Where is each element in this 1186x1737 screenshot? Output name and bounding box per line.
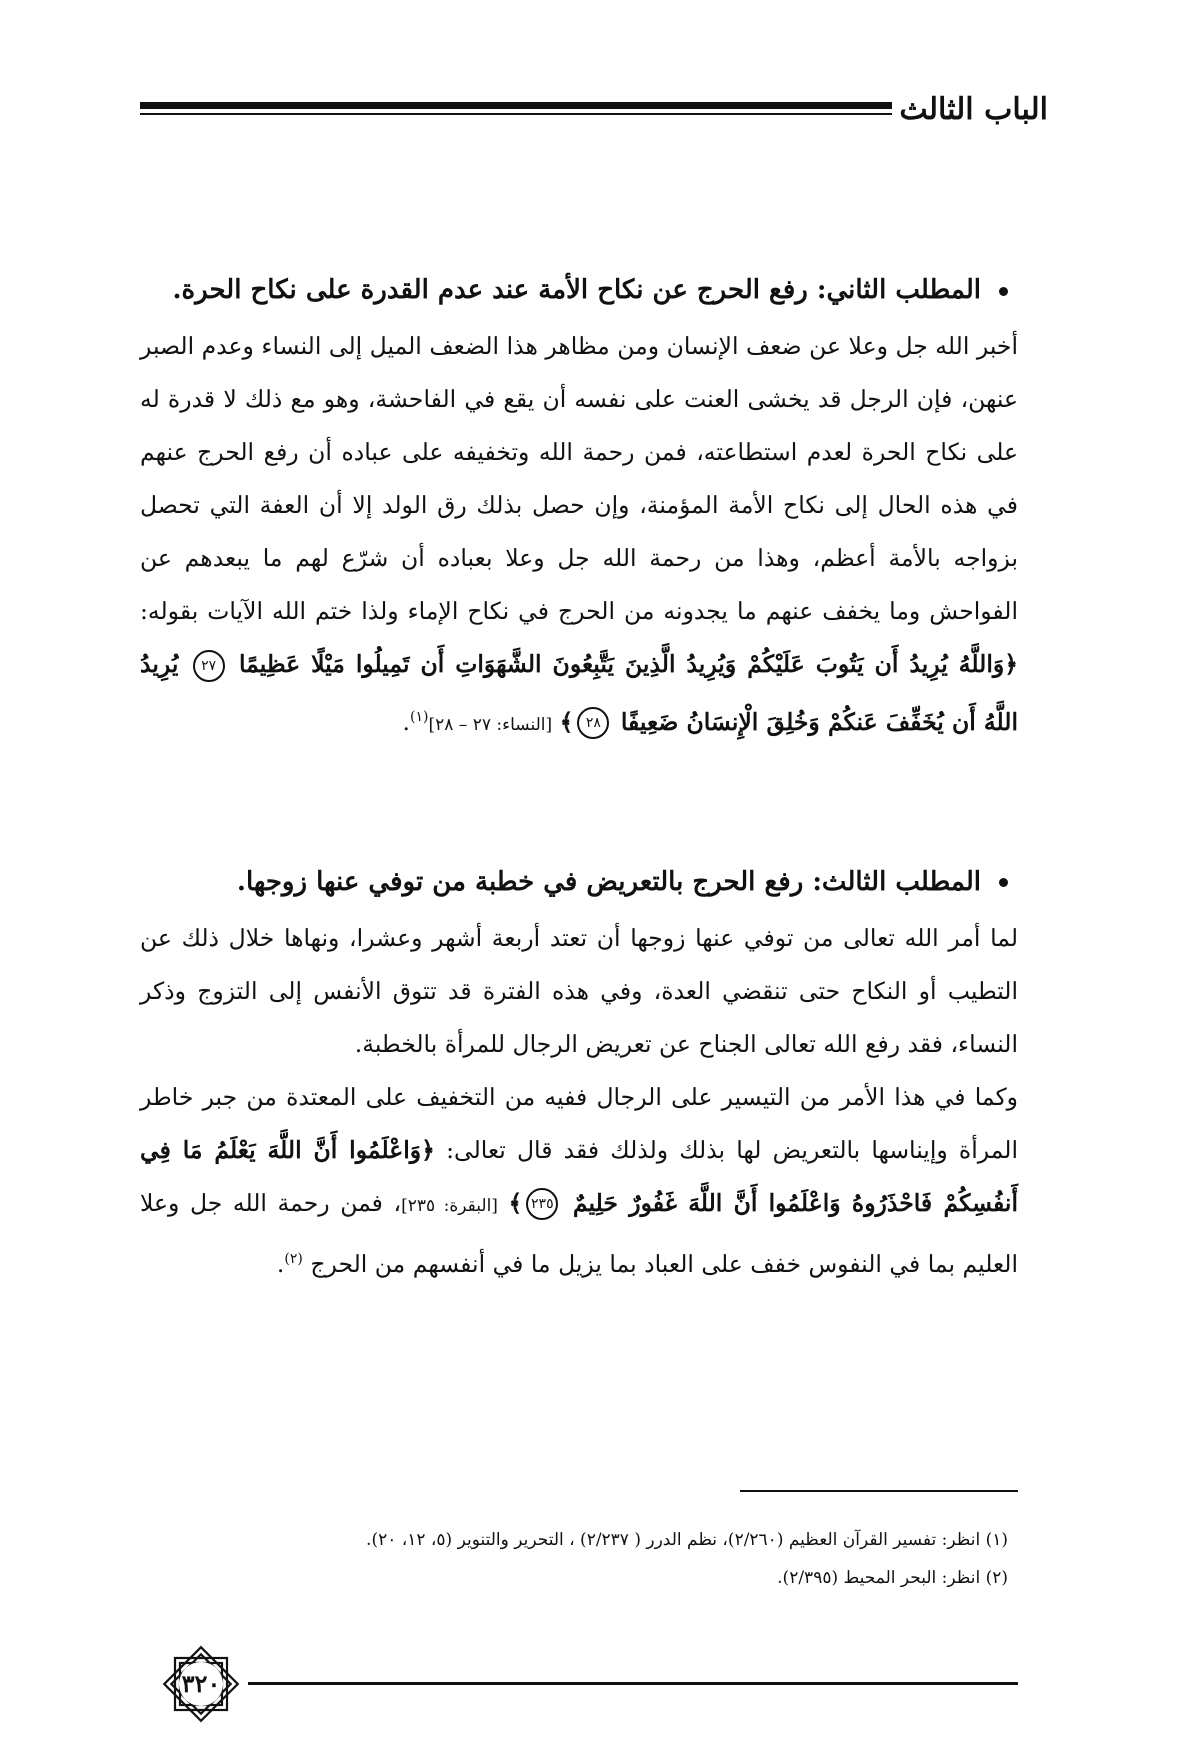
footnote-mark: (٢) [284,1250,303,1267]
header-rule-thin [140,113,892,115]
section2-paragraph-2: وكما في هذا الأمر من التيسير على الرجال ففيه من التخفيف على المعتدة من جبر خاطر المرأة وإيناسها بالتعريض لها بذلك ولذلك فقد قال تعالى: ﴿وَاعْلَمُوا أَنَّ اللَّهَ يَعْلَمُ مَا فِي أَنفُسِكُمْ فَاحْذَرُوهُ وَاعْلَمُوا أَنَّ اللَّهَ غَفُورٌ حَلِيمٌ ٢٣٥﴾ [البقرة: ٢٣٥]، فمن رحمة الله جل وعلا العليم بما في النفوس خفف على العباد بما يزيل ما في أنفسهم من الحرج $^{(٢)}$. [140,1082,1018,1278]
chapter-title: الباب الثالث [899,92,1048,127]
section-heading-1: المطلب الثاني: رفع الحرج عن نكاح الأمة عند عدم القدرة على نكاح الحرة. [140,270,1018,310]
section2-paragraph-1: لما أمر الله تعالى من توفي عنها زوجها أن تعتد أربعة أشهر وعشرا، ونهاها خلال ذلك عن التطيب أو النكاح حتى تنقضي العدة، وفي هذه الفترة قد تتوق الأنفس إلى التزوج وذكر النساء، فقد رفع الله تعالى الجناح عن تعريض الرجال للمرأة بالخطبة. [140,923,1018,1058]
ayah-number: ٢٣٥ [526,1188,558,1220]
quran-verse-2: يُرِيدُ اللَّهُ أَن يُخَفِّفَ عَنكُمْ وَخُلِقَ الْإِنسَانُ ضَعِيفًا [140,650,1018,736]
section1-paragraph: أخبر الله جل وعلا عن ضعف الإنسان ومن مظاهر هذا الضعف الميل إلى النساء وعدم الصبر عنهن، فإن الرجل قد يخشى العنت على نفسه أن يقع في الفاحشة، وهو مع ذلك لا قدرة له على نكاح الحرة لعدم استطاعته، فمن رحمة الله وتخفيفه على عباده أن رفع الحرج عنهم في هذه الحال إلى نكاح الأمة المؤمنة، وإن حصل بذلك رق الولد إلا أن العفة التي تحصل بزواجه بالأمة أعظم، وهذا من رحمة الله جل وعلا بعباده أن شرّع لهم ما يبعدهم عن الفواحش وما يخفف عنهم ما يجدونه من الحرج في نكاح الإماء ولذا ختم الله الآيات بقوله: ﴿وَاللَّهُ يُرِيدُ أَن يَتُوبَ عَلَيْكُمْ وَيُرِيدُ الَّذِينَ يَتَّبِعُونَ الشَّهَوَاتِ أَن تَمِيلُوا مَيْلًا عَظِيمًا ٢٧ يُرِيدُ اللَّهُ أَن يُخَفِّفَ عَنكُمْ وَخُلِقَ الْإِنسَانُ ضَعِيفًا ٢٨﴾ [النساء: ٢٧ – ٢٨]$^{(١)}$. [140,320,1018,752]
footnote-1: (١) انظر: تفسير القرآن العظيم (٢/٢٦٠)، نظم الدرر ( ٢/٢٣٧) ، التحرير والتنوير (٥، ١٢، ٢٠). [366,1530,1008,1550]
page-body [140,270,1018,1291]
section-heading-2: المطلب الثالث: رفع الحرج بالتعريض في خطبة من توفي عنها زوجها. [140,862,1018,902]
footnote-2: (٢) انظر: البحر المحيط (٢/٣٩٥). [777,1568,1008,1588]
ayah-number: ٢٨ [577,707,609,739]
bullet-icon [999,287,1008,296]
footer-rule [248,1682,1018,1685]
verse-reference: [البقرة: ٢٣٥] [401,1195,498,1216]
bullet-icon [999,878,1008,887]
footnote-mark: (١) [410,709,429,725]
quran-verse-1: وَاللَّهُ يُرِيدُ أَن يَتُوبَ عَلَيْكُمْ وَيُرِيدُ الَّذِينَ يَتَّبِعُونَ الشَّهَوَاتِ أَن تَمِيلُوا مَيْلًا عَظِيمًا [238,650,1005,678]
footnotes [140,1521,1008,1597]
ayah-number: ٢٧ [193,650,225,682]
page-number-badge [153,1636,249,1732]
header-rule-thick [140,102,892,109]
verse-reference: [النساء: ٢٧ – ٢٨] [428,714,553,735]
quran-verse-3: وَاعْلَمُوا أَنَّ اللَّهَ يَعْلَمُ مَا فِي أَنفُسِكُمْ فَاحْذَرُوهُ وَاعْلَمُوا أَنَّ اللَّهَ غَفُورٌ حَلِيمٌ [140,1135,1018,1217]
page-header [140,92,1048,132]
section-2 [140,862,1018,1291]
page-number: ٣٢٠ [181,1669,221,1698]
footnote-separator [740,1490,1018,1492]
